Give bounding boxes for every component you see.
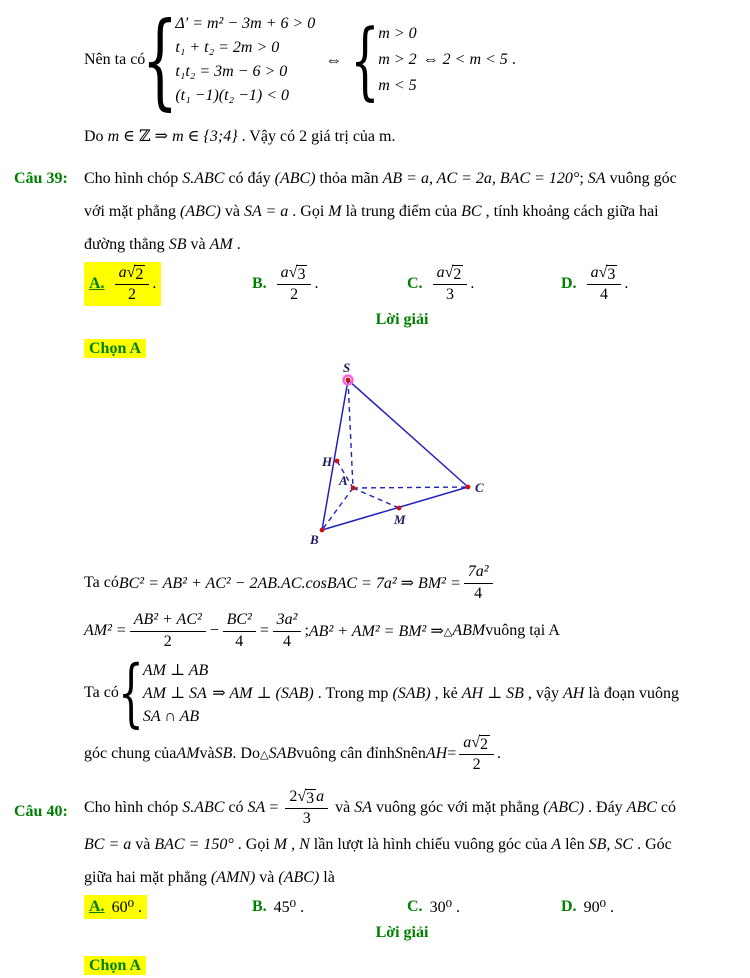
answer-39-A-letter: A. xyxy=(89,274,105,292)
answer-39-A-value: a √ 2 2 . xyxy=(112,264,157,304)
question-39-line-3: đường thẳng SB và AM . xyxy=(84,236,241,253)
iff-symbol: ⇔ xyxy=(325,50,343,69)
integer-conclusion-line: Do m ∈ ℤ ⇒ m ∈ {3;4} . Vậy có 2 giá trị của m. xyxy=(84,128,396,145)
edge-AB-dashed xyxy=(322,488,353,530)
question-39-answers xyxy=(84,261,750,307)
pyramid-diagram-svg xyxy=(288,361,503,551)
solution-39-line-3 xyxy=(84,650,750,736)
system-conclusion: ⇔ 2 < m < 5 . xyxy=(422,51,516,68)
system-2-line-2: m > 2 xyxy=(378,51,417,68)
edge-AM-dashed xyxy=(353,488,399,508)
system-1-line-2: t₁ + t₂ = 2m > 0 xyxy=(175,39,280,56)
answer-40-C-letter: C. xyxy=(407,898,423,916)
answer-40-A-letter: A. xyxy=(89,898,105,916)
label-S: S xyxy=(343,361,351,375)
solution-40-heading: Lời giải xyxy=(375,924,429,942)
point-B xyxy=(320,528,325,533)
pyramid-figure xyxy=(288,361,750,556)
question-39 xyxy=(0,162,750,261)
answer-40-B xyxy=(247,895,402,919)
question-40-line-2: BC = a và BAC = 150° . Gọi M , N lần lượt là hình chiếu vuông góc của A lên SB, SC . Góc xyxy=(84,836,672,854)
perp-line-3: SA ∩ AB xyxy=(142,707,200,725)
answer-39-C xyxy=(402,262,556,306)
question-40-answers xyxy=(84,894,750,920)
answer-40-B-value: 45⁰ . xyxy=(273,899,305,917)
question-40-text xyxy=(84,788,750,894)
perpendicular-system-lines xyxy=(143,659,208,728)
solution-39-line-3-continuation: ⇒ AM ⊥ (SAB) . Trong mp (SAB) , kẻ AH ⊥ SB , vậy AH là đoạn vuông xyxy=(212,685,679,702)
chosen-answer-39 xyxy=(84,337,750,361)
label-H: H xyxy=(322,454,333,469)
point-C xyxy=(466,485,471,490)
edge-SC xyxy=(348,380,468,487)
answer-40-D-inner xyxy=(556,895,619,919)
chosen-answer-40 xyxy=(84,954,750,978)
perp-line-2: AM ⊥ SA xyxy=(142,684,207,702)
solid-edges xyxy=(322,380,468,530)
answer-40-D-letter: D. xyxy=(561,898,577,916)
answer-39-D xyxy=(556,262,750,306)
answer-40-C-inner xyxy=(402,895,465,919)
answer-40-B-inner xyxy=(247,895,309,919)
edge-SA-dashed xyxy=(348,380,353,488)
chosen-answer-40-text: Chọn A xyxy=(84,956,146,975)
system-1-line-4: (t₁ −1)(t₂ −1) < 0 xyxy=(175,87,290,104)
answer-40-C xyxy=(402,895,556,919)
label-M: M xyxy=(394,512,406,527)
answer-39-A-inner xyxy=(84,262,161,306)
answer-40-C-value: 30⁰ . xyxy=(429,899,460,917)
label-B: B xyxy=(310,532,319,547)
system-lead-text: Nên ta có xyxy=(84,51,146,68)
system-1-lines xyxy=(175,12,315,108)
question-39-line-2: với mặt phẳng (ABC) và SA = a . Gọi M là trung điểm của BC , tính khoảng cách giữa hai xyxy=(84,203,659,220)
point-M xyxy=(397,506,402,511)
question-39-label: Câu 39: xyxy=(14,170,68,187)
perp-line-1: AM ⊥ AB xyxy=(142,661,209,679)
answer-40-A xyxy=(84,895,247,919)
left-brace-small: { xyxy=(117,650,144,736)
left-brace-large: { xyxy=(142,0,179,121)
point-A xyxy=(351,486,356,491)
answer-39-C-inner xyxy=(402,262,479,306)
system-2-line-3: m < 5 xyxy=(378,77,417,94)
system-2-line-1: m > 0 xyxy=(378,25,417,42)
answer-40-B-letter: B. xyxy=(252,898,267,916)
label-C: C xyxy=(475,480,484,495)
label-A: A xyxy=(339,473,348,488)
solution-39-line-3-lead: Ta có xyxy=(84,684,119,701)
question-39-text xyxy=(84,162,750,261)
point-H xyxy=(335,459,340,464)
answer-39-B-letter: B. xyxy=(252,274,267,292)
solution-39-heading: Lời giải xyxy=(375,311,429,328)
solution-39-line-4: góc chung của AM và SB . Do △ SAB vuông cân đỉnh S nên AH = a √ 2 2 . xyxy=(84,733,502,773)
answer-40-D xyxy=(556,895,750,919)
answer-39-B-value: a √ 3 2 . xyxy=(274,264,319,304)
answer-39-B xyxy=(247,262,402,306)
question-40 xyxy=(0,788,750,894)
answer-39-C-letter: C. xyxy=(407,274,423,292)
question-40-line-1: Cho hình chóp S.ABC có SA = 2 √ 3 a 3 và SA vuông góc với mặt phẳng (ABC) . Đáy ABC có xyxy=(84,788,676,827)
answer-40-A-value: 60⁰ . xyxy=(111,899,142,917)
answer-39-B-inner xyxy=(247,262,323,306)
system-1-line-1: Δ′ = m² − 3m + 6 > 0 xyxy=(175,15,316,32)
answer-40-A-inner xyxy=(84,895,147,919)
left-brace-medium: { xyxy=(350,11,381,109)
answer-40-D-value: 90⁰ . xyxy=(583,899,614,917)
question-40-line-3: giữa hai mặt phẳng (AMN) và (ABC) là xyxy=(84,869,335,887)
system-block xyxy=(84,0,750,121)
question-40-label: Câu 40: xyxy=(14,803,68,820)
point-S xyxy=(346,378,351,383)
question-39-line-1: Cho hình chóp S.ABC có đáy (ABC) thỏa mãn AB = a, AC = 2a, BAC = 120°; SA vuông góc xyxy=(84,170,677,187)
edge-AC-dashed xyxy=(353,487,468,488)
solution-39-line-2: AM² = $\frac{\text{AB² + AC²}}{2}$ − $\frac{\text{BC²}}{4}$ = $\frac{\text{3a²}}{4}$ ; AB² + AM² = BM² ⇒ △ ABM vuông tại A xyxy=(84,611,560,650)
answer-39-D-inner xyxy=(556,262,633,306)
answer-39-D-letter: D. xyxy=(561,274,577,292)
answer-39-C-value: a √ 2 3 . xyxy=(430,264,475,304)
answer-39-A xyxy=(84,262,247,306)
answer-39-D-value: a √ 3 4 . xyxy=(584,264,629,304)
system-1-line-3: t₁t₂ = 3m − 6 > 0 xyxy=(175,63,288,80)
system-2-lines xyxy=(378,21,416,99)
solution-39-line-1: Ta có BC² = AB² + AC² − 2AB.AC.cosBAC = 7a² ⇒ BM² = $\frac{\text{7a²}}{4}$ xyxy=(84,560,750,606)
chosen-answer-39-text: Chọn A xyxy=(84,339,146,358)
